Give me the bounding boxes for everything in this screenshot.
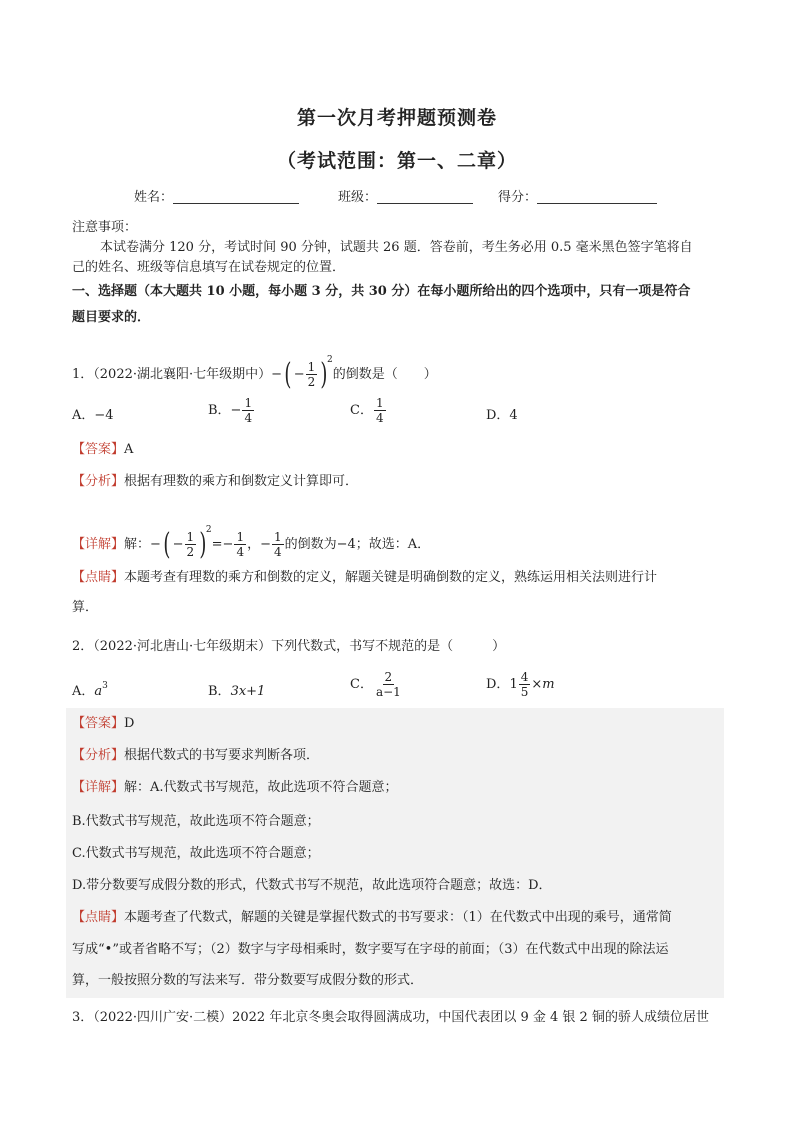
notice-heading: 注意事项： [72,220,138,235]
score-field[interactable] [498,186,657,205]
q2-stem: 2．（2022·河北唐山·七年级期末）下列代数式，书写不规范的是（ ） [72,639,506,654]
name-field[interactable] [134,186,299,205]
q2-option-d[interactable]: D．1 $\frac{4}{5}$ ×m [486,670,555,699]
q1-fraction: $\frac{1}{2}$ [307,360,316,389]
q1-option-b[interactable]: B．− $\frac{1}{4}$ [208,396,253,425]
q1-analysis: 【分析】根据有理数的乘方和倒数定义计算即可． [72,474,359,489]
q2-detail-1: 【详解】解：A.代数式书写规范，故此选项不符合题意； [72,780,398,795]
name-label: 姓名： [134,190,174,205]
q1-point-line-1: 【点睛】本题考查有理数的乘方和倒数的定义，解题关键是明确倒数的定义，熟练运用相关法则进行计 [72,570,658,585]
section-heading-2: 题目要求的． [72,310,151,325]
q1-option-c[interactable]: C． $\frac{1}{4}$ [350,396,384,425]
q2-option-c[interactable]: C． $\frac{2}{a-1}$ [350,670,401,699]
class-blank[interactable] [377,189,473,204]
q1-option-a[interactable]: A．−4 [72,408,114,423]
q2-option-b[interactable]: B．3x+1 [208,684,266,699]
class-label: 班级： [338,190,378,205]
q1-answer: 【答案】A [72,442,134,457]
class-field[interactable] [338,186,473,205]
q2-point-line-1: 【点睛】本题考查了代数式，解题的关键是掌握代数式的书写要求：（1）在代数式中出现的乘号，通常简 [72,910,672,925]
section-heading-1: 一、选择题（本大题共 10 小题，每小题 3 分，共 30 分）在每小题所给出的四个选项中，只有一项是符合 [72,284,691,299]
score-blank[interactable] [537,189,657,204]
q1-stem: 1．（2022·湖北襄阳·七年级期中）−( − $\frac{1}{2}$ )$^2$的倒数是（ ） [72,355,437,392]
q2-detail-4: D.带分数要写成假分数的形式，代数式书写不规范，故此选项符合题意；故选：D． [72,878,552,893]
name-blank[interactable] [173,189,299,204]
q1-option-d[interactable]: D．4 [486,408,518,423]
q2-answer: 【答案】D [72,716,135,731]
page-title: 第一次月考押题预测卷 [296,107,497,129]
q1-prefix: 1．（2022·湖北襄阳·七年级期中） [72,367,272,382]
q2-option-a[interactable]: A．$a^3$ [72,681,108,699]
q2-analysis: 【分析】根据代数式的书写要求判断各项． [72,748,320,763]
q2-point-line-3: 算，一般按照分数的写法来写．带分数要写成假分数的形式． [72,973,424,988]
q1-minus: − [271,367,283,382]
notice-line-2: 己的姓名、班级等信息填写在试卷规定的位置． [72,260,346,275]
score-label: 得分： [498,190,538,205]
q2-detail-3: C.代数式书写规范，故此选项不符合题意； [72,846,320,861]
notice-line-1: 本试卷满分 120 分，考试时间 90 分钟，试题共 26 题．答卷前，考生务必用 0.5 毫米黑色签字笔将自 [100,240,693,255]
q2-detail-2: B.代数式书写规范，故此选项不符合题意； [72,814,320,829]
q1-detail: 【详解】解：−( − $\frac{1}{2}$ )$^2$=− $\frac{1}{4}$ ，− $\frac{1}{4}$ 的倒数为−4；故选：A． [72,525,431,562]
q1-suffix: 的倒数是（ ） [332,367,437,382]
q1-inner-minus: − [293,367,305,382]
q3-stem: 3．（2022·四川广安·二模）2022 年北京冬奥会取得圆满成功，中国代表团以 9 金 4 银 2 铜的骄人成绩位居世 [72,1010,709,1025]
q1-point-line-2: 算． [72,600,99,615]
q2-point-line-2: 写成“•”或者省略不写；（2）数字与字母相乘时，数字要写在字母的前面；（3）在代数式中出现的除法运 [72,942,669,957]
q1-exponent: 2 [327,355,333,365]
page-subtitle: （考试范围：第一、二章） [276,150,517,172]
